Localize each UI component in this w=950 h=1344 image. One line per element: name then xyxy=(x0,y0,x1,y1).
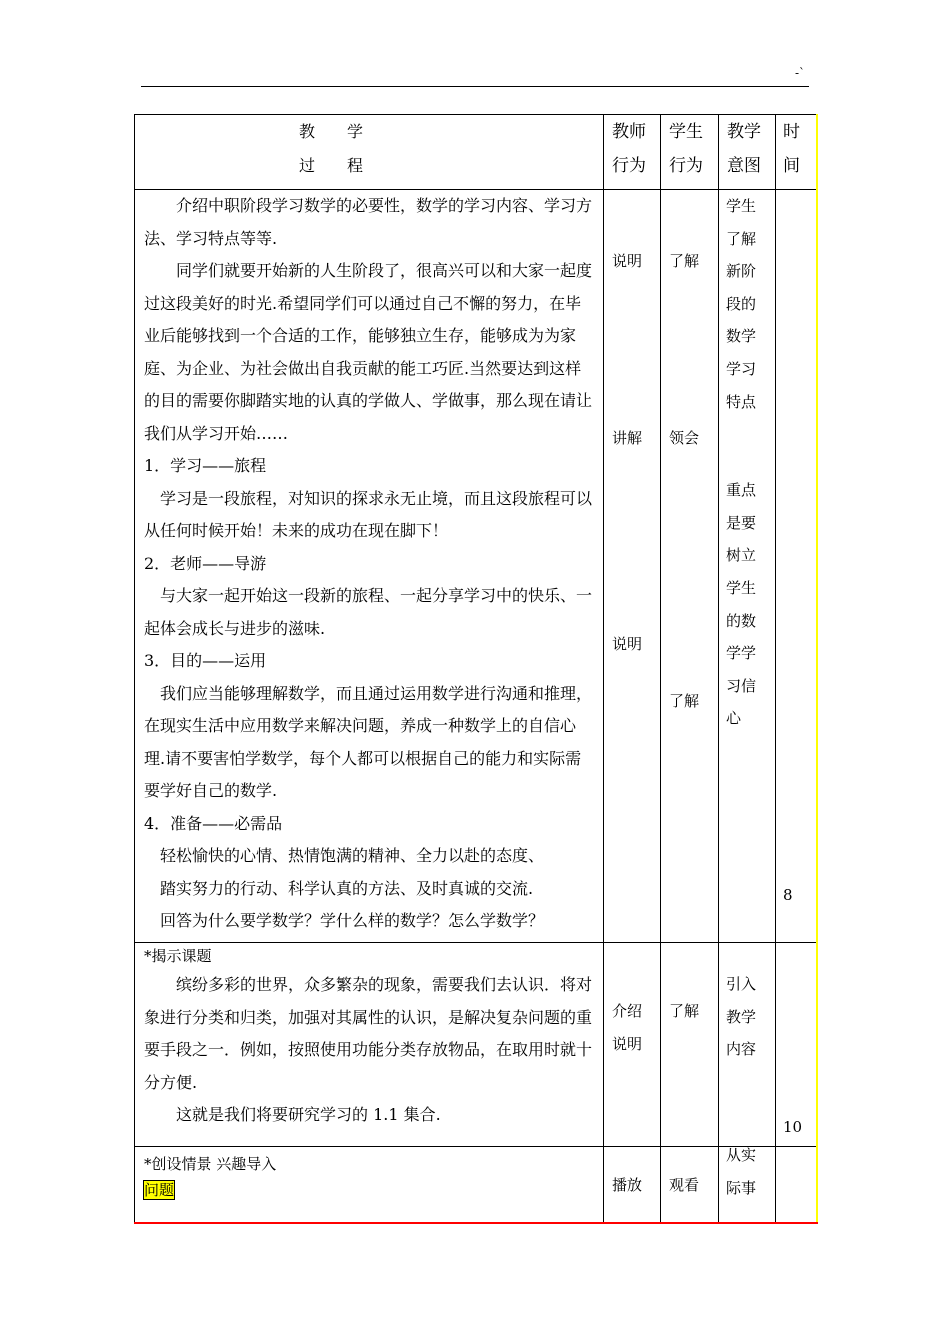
row1-intent-group-a xyxy=(719,190,775,418)
page-header-rule xyxy=(141,86,809,87)
row2-intent-1: 引入 xyxy=(726,975,757,993)
row1-paragraph-1: 介绍中职阶段学习数学的必要性，数学的学习内容、学习方法、学习特点等等. xyxy=(144,196,593,248)
row1-intent-b-3: 树立 xyxy=(726,546,757,565)
table-header-row xyxy=(135,115,818,190)
page-header-mark: -` xyxy=(795,66,806,80)
row1-heading-2: 2．老师——导游 xyxy=(144,553,267,573)
row2-paragraph-1: 缤纷多彩的世界，众多繁杂的现象，需要我们去认识．将对象进行分类和归类，加强对其属性的认识，是解决复杂问题的重要手段之一．例如，按照使用功能分类存放物品，在取用时就十分方便. xyxy=(144,975,593,1092)
row1-intent-b-2: 是要 xyxy=(726,513,757,532)
row1-teacher-1: 说明 xyxy=(612,252,643,270)
row2-intent-group xyxy=(719,943,775,1066)
row1-time-cell xyxy=(776,190,818,943)
header-c1-line1: 教 学 xyxy=(299,122,364,141)
header-c5-line1: 时 xyxy=(783,122,800,142)
row1-line-7: 踏实努力的行动、科学认真的方法、及时真诚的交流. xyxy=(160,878,534,898)
row1-intent-a-4: 段的 xyxy=(726,294,757,313)
row1-intent-b-5: 的数 xyxy=(726,611,757,630)
row1-intent-a-1: 学生 xyxy=(726,197,757,215)
row1-paragraph-5: 我们应当能够理解数学，而且通过运用数学进行沟通和推理，在现实生活中应用数学来解决问题，养成一种数学上的自信心理.请不要害怕学数学，每个人都可以根据自己的能力和实际需要学好自己的数学. xyxy=(144,683,593,800)
row2-title: *揭示课题 xyxy=(144,947,212,965)
header-time xyxy=(776,115,818,190)
header-c5-line2: 间 xyxy=(783,156,800,176)
row2-teacher-cell xyxy=(604,943,661,1147)
header-teaching-process xyxy=(135,115,604,190)
row1-intent-group-b xyxy=(719,474,775,735)
row2-student-1: 了解 xyxy=(669,1002,700,1020)
row1-heading-3: 3．目的——运用 xyxy=(144,651,267,670)
row3-highlight-question: 问题 xyxy=(144,1181,175,1199)
row1-intent-b-6: 学学 xyxy=(726,644,757,663)
header-student-behavior xyxy=(661,115,719,190)
row1-student-1: 了解 xyxy=(669,252,700,270)
row3-intent-2: 际事 xyxy=(726,1178,757,1197)
row2-intent-2: 教学 xyxy=(726,1007,757,1026)
row1-paragraph-2: 同学们就要开始新的人生阶段了，很高兴可以和大家一起度过这段美好的时光.希望同学们可以通过自己不懈的努力，在毕业后能够找到一个合适的工作，能够独立生存，能够成为为家庭、为企业、为社会做出自我贡献的能工巧匠.当然要达到这样的目的需要你脚踏实地的认真的学做人、学做事，那么现在请让我们从学习开始…… xyxy=(144,261,593,443)
row1-heading-1: 1．学习——旅程 xyxy=(144,456,267,475)
row2-time-value: 10 xyxy=(783,1118,803,1136)
row1-intent-a-6: 学习 xyxy=(726,359,757,378)
row2-intent-3: 内容 xyxy=(726,1040,757,1059)
row2-teacher-2: 说明 xyxy=(612,1035,643,1053)
row1-intent-a-7: 特点 xyxy=(726,392,757,411)
row1-line-6: 轻松愉快的心情、热情饱满的精神、全力以赴的态度、 xyxy=(160,846,545,865)
row1-line-8: 回答为什么要学数学？学什么样的数学？怎么学数学？ xyxy=(160,911,545,930)
row2-paragraph-2: 这就是我们将要研究学习的 1.1 集合. xyxy=(176,1105,441,1124)
row2-content-cell xyxy=(135,943,604,1147)
row1-paragraph-4: 与大家一起开始这一段新的旅程、一起分享学习中的快乐、一起体会成长与进步的滋味. xyxy=(144,586,593,638)
row1-intent-a-2: 了解 xyxy=(726,229,757,248)
row2-intent-cell xyxy=(719,943,776,1147)
row1-intent-b-4: 学生 xyxy=(726,578,757,597)
row3-teacher: 播放 xyxy=(612,1176,643,1194)
row1-time-value: 8 xyxy=(783,886,793,904)
row1-teacher-2: 讲解 xyxy=(612,429,643,447)
header-c3-line2: 行为 xyxy=(669,156,703,176)
table-row-scenario xyxy=(135,1147,818,1224)
lesson-plan-table xyxy=(134,114,818,1224)
row2-teacher-1: 介绍 xyxy=(612,1002,643,1020)
header-c3-line1: 学生 xyxy=(669,122,703,142)
row1-paragraph-3: 学习是一段旅程，对知识的探求永无止境，而且这段旅程可以从任何时候开始！未来的成功在现在脚下！ xyxy=(144,488,593,540)
row2-time-cell xyxy=(776,943,818,1147)
row1-intent-a-3: 新阶 xyxy=(726,262,757,281)
header-c4-line2: 意图 xyxy=(727,156,761,176)
row3-title: *创设情景 兴趣导入 xyxy=(144,1155,277,1173)
header-c4-line1: 教学 xyxy=(727,122,761,142)
row3-teacher-cell xyxy=(604,1147,661,1224)
row3-time-cell xyxy=(776,1147,818,1224)
header-c2-line1: 教师 xyxy=(612,122,646,142)
row1-teacher-3: 说明 xyxy=(612,635,643,653)
row1-student-3: 了解 xyxy=(669,692,700,710)
row3-intent-group xyxy=(719,1139,775,1204)
row3-content-cell xyxy=(135,1147,604,1224)
row2-student-cell xyxy=(661,943,719,1147)
header-teaching-intent xyxy=(719,115,776,190)
row3-intent-1: 从实 xyxy=(726,1146,757,1164)
header-c2-line2: 行为 xyxy=(612,156,646,176)
header-teacher-behavior xyxy=(604,115,661,190)
table-row-topic xyxy=(135,943,818,1147)
row1-intent-b-8: 心 xyxy=(726,709,742,728)
row1-content-cell xyxy=(135,190,604,943)
row3-student-cell xyxy=(661,1147,719,1224)
row1-student-2: 领会 xyxy=(669,429,700,447)
header-c1-line2: 过 程 xyxy=(299,156,364,175)
row1-heading-4: 4．准备——必需品 xyxy=(144,813,283,833)
row1-teacher-cell xyxy=(604,190,661,943)
row1-intent-b-1: 重点 xyxy=(726,481,757,500)
row1-intent-cell xyxy=(719,190,776,943)
row1-student-cell xyxy=(661,190,719,943)
row1-intent-a-5: 数学 xyxy=(726,327,757,346)
row3-intent-cell xyxy=(719,1147,776,1224)
row3-student: 观看 xyxy=(669,1176,700,1194)
row1-intent-b-7: 习信 xyxy=(726,676,757,695)
table-row-intro xyxy=(135,190,818,943)
